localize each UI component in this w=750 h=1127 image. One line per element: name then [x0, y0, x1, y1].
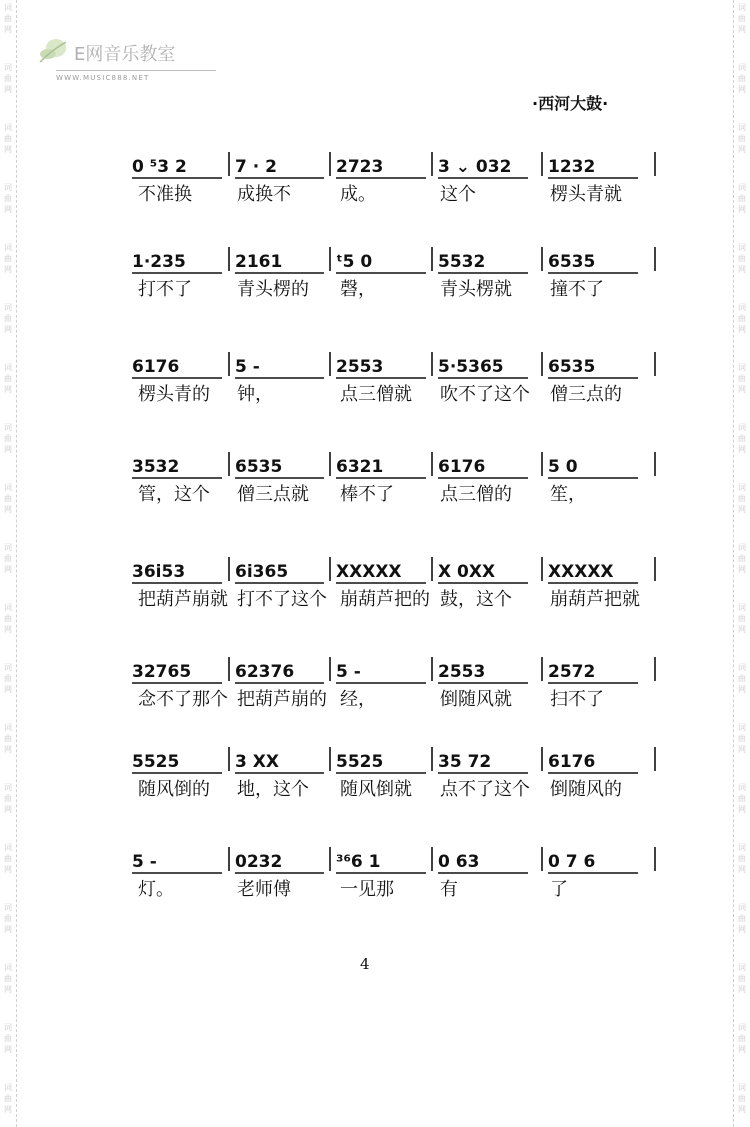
watermark-mark: 词 曲 网 [738, 603, 746, 634]
lyric-segment: 笙， [550, 484, 586, 505]
lyric-segment: 地，这个 [237, 779, 309, 800]
lyric-segment: 吹不了这个 [440, 384, 530, 405]
score-system [0, 845, 750, 935]
watermark-mark: 词 曲 网 [738, 663, 746, 694]
measure-notes: 6176 [548, 752, 596, 772]
measure-notes: 2572 [548, 662, 596, 682]
lyric-segment: 青头楞就 [440, 279, 512, 300]
measure-notes: 1232 [548, 157, 596, 177]
watermark-mark: 词 曲 网 [4, 123, 12, 154]
lyric-line [122, 180, 662, 210]
lyric-segment: 青头楞的 [237, 279, 309, 300]
lyric-line [122, 685, 662, 715]
measure-notes: 3 XX [235, 752, 279, 772]
notation-line [0, 555, 750, 589]
page-number: 4 [360, 955, 370, 973]
measure-notes: 6176 [132, 357, 180, 377]
measure-notes: 1·235 [132, 252, 186, 272]
watermark-mark: 词 曲 网 [738, 483, 746, 514]
lyric-segment: 扫不了 [550, 689, 604, 710]
lyric-segment: 打不了 [138, 279, 192, 300]
lyric-segment: 把葫芦崩就 [138, 589, 228, 610]
watermark-mark: 词 曲 网 [4, 3, 12, 34]
measure-notes: 2723 [336, 157, 384, 177]
lyric-line [122, 480, 662, 510]
score-system [0, 150, 750, 240]
lyric-segment: 不准换 [138, 184, 192, 205]
lyric-segment: 棒不了 [340, 484, 394, 505]
song-title: ·西河大鼓· [532, 94, 609, 113]
watermark-mark: 词 曲 网 [4, 423, 12, 454]
score-system [0, 555, 750, 645]
watermark-mark: 词 曲 网 [738, 543, 746, 574]
notation-line [0, 745, 750, 779]
measure-notes: X 0XX [438, 562, 496, 582]
site-url: WWW.MUSIC888.NET [56, 74, 150, 82]
lyric-segment: 随风倒的 [138, 779, 210, 800]
notation-line [0, 845, 750, 879]
lyric-line [122, 585, 662, 615]
watermark-mark: 词 曲 网 [4, 543, 12, 574]
lyric-segment: 灯。 [138, 879, 174, 900]
lyric-segment: 有 [440, 879, 458, 900]
lyric-segment: 老师傅 [237, 879, 291, 900]
lyric-line [122, 275, 662, 305]
lyric-segment: 磬， [340, 279, 376, 300]
lyric-segment: 钟， [237, 384, 273, 405]
measure-notes: 2553 [438, 662, 486, 682]
measure-notes: 6i365 [235, 562, 289, 582]
watermark-mark: 词 曲 网 [4, 903, 12, 934]
lyric-segment: 把葫芦崩的 [237, 689, 327, 710]
watermark-mark: 词 曲 网 [738, 963, 746, 994]
watermark-mark: 词 曲 网 [738, 903, 746, 934]
measure-notes: 35 72 [438, 752, 492, 772]
lyric-segment: 点不了这个 [440, 779, 530, 800]
measure-notes: XXXXX [336, 562, 402, 582]
score-system [0, 350, 750, 440]
watermark-mark: 词 曲 网 [4, 183, 12, 214]
lyric-segment: 崩葫芦把的 [340, 589, 430, 610]
measure-notes: 6176 [438, 457, 486, 477]
measure-notes: 32765 [132, 662, 192, 682]
lyric-segment: 倒随风的 [550, 779, 622, 800]
measure-notes: XXXXX [548, 562, 614, 582]
notation-line [0, 245, 750, 279]
lyric-segment: 僧三点的 [550, 384, 622, 405]
score-system [0, 245, 750, 335]
measure-notes: 0 ⁵3 2 [132, 157, 187, 177]
measure-notes: 5532 [438, 252, 486, 272]
measure-notes: 0 63 [438, 852, 480, 872]
lyric-segment: 成换不 [237, 184, 291, 205]
watermark-mark: 词 曲 网 [738, 123, 746, 154]
watermark-mark: 词 曲 网 [4, 363, 12, 394]
score-system [0, 745, 750, 835]
lyric-segment: 崩葫芦把就 [550, 589, 640, 610]
watermark-mark: 词 曲 网 [738, 423, 746, 454]
measure-notes: 5 - [132, 852, 157, 872]
measure-notes: ᵗ5 0 [336, 252, 373, 272]
lyric-segment: 经， [340, 689, 376, 710]
site-logo [30, 32, 190, 82]
watermark-mark: 词 曲 网 [738, 303, 746, 334]
measure-notes: 5525 [132, 752, 180, 772]
watermark-mark: 词 曲 网 [4, 723, 12, 754]
measure-notes: 5 - [235, 357, 260, 377]
watermark-mark: 词 曲 网 [738, 243, 746, 274]
watermark-mark: 词 曲 网 [738, 1083, 746, 1114]
watermark-mark: 词 曲 网 [4, 483, 12, 514]
watermark-mark: 词 曲 网 [4, 603, 12, 634]
measure-notes: 6535 [235, 457, 283, 477]
lyric-segment: 念不了那个 [138, 689, 228, 710]
watermark-mark: 词 曲 网 [4, 63, 12, 94]
watermark-mark: 词 曲 网 [4, 243, 12, 274]
leaf-logo-icon [36, 36, 72, 64]
notation-line [0, 150, 750, 184]
lyric-segment: 僧三点就 [237, 484, 309, 505]
watermark-mark: 词 曲 网 [738, 363, 746, 394]
measure-notes: 62376 [235, 662, 295, 682]
notation-line [0, 450, 750, 484]
watermark-mark: 词 曲 网 [4, 663, 12, 694]
watermark-mark: 词 曲 网 [738, 723, 746, 754]
lyric-segment: 点三僧的 [440, 484, 512, 505]
lyric-segment: 倒随风就 [440, 689, 512, 710]
lyric-segment: 点三僧就 [340, 384, 412, 405]
lyric-line [122, 380, 662, 410]
watermark-mark: 词 曲 网 [738, 63, 746, 94]
watermark-mark: 词 曲 网 [4, 1083, 12, 1114]
measure-notes: 0232 [235, 852, 283, 872]
lyric-segment: 这个 [440, 184, 476, 205]
measure-notes: 3532 [132, 457, 180, 477]
lyric-segment: 管，这个 [138, 484, 210, 505]
site-name: E网音乐教室 [74, 44, 176, 65]
notation-line [0, 350, 750, 384]
notation-line [0, 655, 750, 689]
measure-notes: 5525 [336, 752, 384, 772]
logo-rule [56, 70, 216, 71]
watermark-mark: 词 曲 网 [738, 783, 746, 814]
measure-notes: 6321 [336, 457, 384, 477]
lyric-segment: 一见那 [340, 879, 394, 900]
measure-notes: 6535 [548, 252, 596, 272]
watermark-mark: 词 曲 网 [738, 843, 746, 874]
watermark-mark: 词 曲 网 [738, 3, 746, 34]
measure-notes: 36i53 [132, 562, 186, 582]
lyric-segment: 了 [550, 879, 568, 900]
lyric-segment: 楞头青就 [550, 184, 622, 205]
measure-notes: 5 0 [548, 457, 578, 477]
measure-notes: 2553 [336, 357, 384, 377]
lyric-line [122, 775, 662, 805]
score-system [0, 450, 750, 540]
watermark-mark: 词 曲 网 [738, 183, 746, 214]
lyric-line [122, 875, 662, 905]
lyric-segment: 成。 [340, 184, 376, 205]
measure-notes: ³⁶6 1 [336, 852, 381, 872]
watermark-mark: 词 曲 网 [4, 1023, 12, 1054]
measure-notes: 5 - [336, 662, 361, 682]
measure-notes: 7 · 2 [235, 157, 277, 177]
watermark-mark: 词 曲 网 [4, 843, 12, 874]
lyric-segment: 打不了这个 [237, 589, 327, 610]
watermark-mark: 词 曲 网 [4, 963, 12, 994]
measure-notes: 6535 [548, 357, 596, 377]
score-system [0, 655, 750, 745]
measure-notes: 0 7 6 [548, 852, 596, 872]
watermark-mark: 词 曲 网 [4, 783, 12, 814]
measure-notes: 2161 [235, 252, 283, 272]
lyric-segment: 随风倒就 [340, 779, 412, 800]
lyric-segment: 撞不了 [550, 279, 604, 300]
lyric-segment: 鼓，这个 [440, 589, 512, 610]
watermark-mark: 词 曲 网 [4, 303, 12, 334]
measure-notes: 3 ⌄ 032 [438, 157, 512, 177]
lyric-segment: 楞头青的 [138, 384, 210, 405]
watermark-mark: 词 曲 网 [738, 1023, 746, 1054]
measure-notes: 5·5365 [438, 357, 504, 377]
